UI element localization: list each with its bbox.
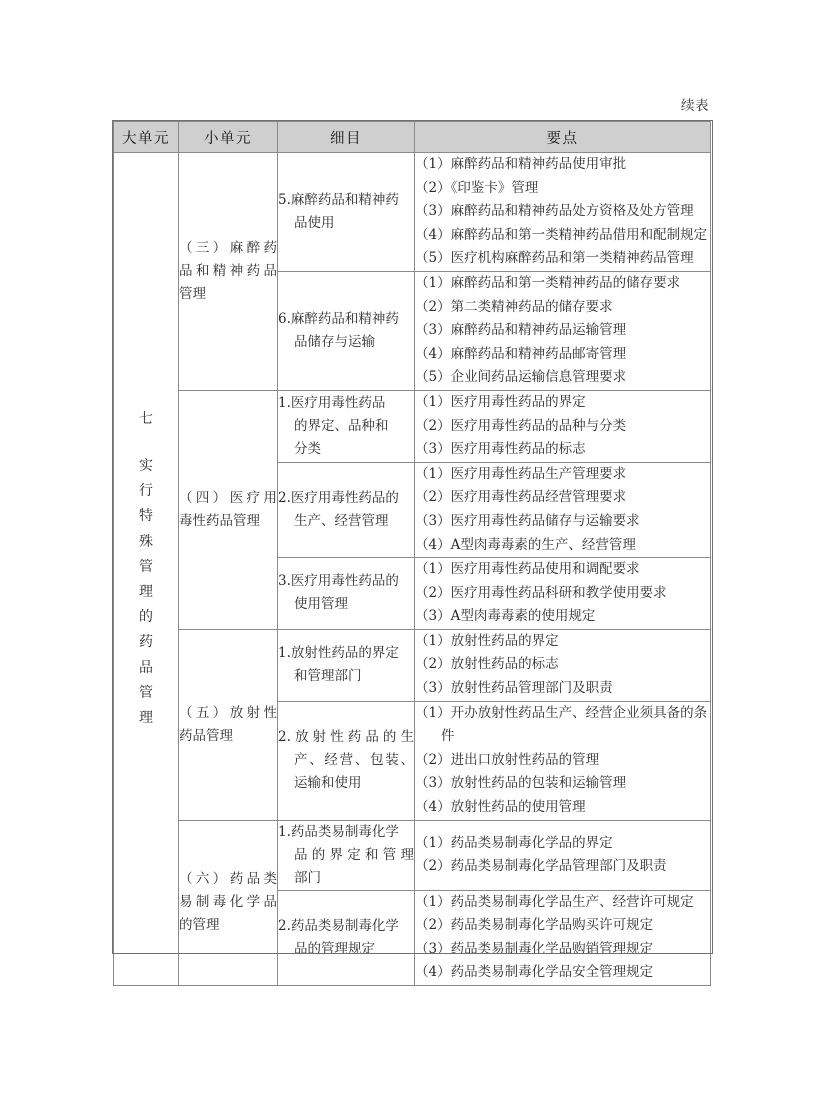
table-header-row: [114, 122, 711, 153]
column-header-detail: [278, 122, 415, 153]
point-line: （1）麻醉药品和精神药品使用审批: [415, 156, 627, 172]
detail-line: 分类: [294, 440, 321, 457]
continuation-label: 续表: [681, 98, 709, 114]
point-line: （2）药品类易制毒化学品购买许可规定: [415, 917, 654, 934]
detail-line: 品使用: [294, 214, 335, 231]
point-line: （4）A型肉毒毒素的生产、经营管理: [415, 536, 636, 553]
point-line: （3）麻醉药品和精神药品处方资格及处方管理: [415, 203, 694, 220]
detail-line: 品储存与运输: [294, 333, 375, 350]
column-header-detail-label: 细目: [330, 130, 362, 147]
point-line: （3）A型肉毒毒素的使用规定: [415, 608, 596, 625]
big-unit-char: 品: [139, 659, 153, 676]
point-line: （2）放射性药品的标志: [415, 656, 559, 673]
detail-line: 6.麻醉药品和精神药: [278, 310, 399, 327]
detail-line: 2.药品类易制毒化学: [278, 917, 399, 934]
sub-unit-line: 药品管理: [179, 727, 233, 744]
sub-unit-line: （三）麻醉药: [179, 239, 277, 256]
point-line: （3）医疗用毒性药品的标志: [415, 441, 586, 458]
table-row: [114, 820, 711, 890]
detail-cell: [278, 462, 415, 557]
point-line: （2）医疗用毒性药品科研和教学使用要求: [415, 584, 667, 601]
point-line: （2）进出口放射性药品的管理: [415, 751, 600, 768]
points-cell: [415, 701, 711, 820]
point-line: （1）医疗用毒性药品生产管理要求: [415, 465, 627, 482]
point-line: （5）企业间药品运输信息管理要求: [415, 369, 627, 386]
column-header-points-label: 要点: [546, 130, 579, 147]
point-line: （2）医疗用毒性药品的品种与分类: [415, 417, 627, 434]
points-cell: [415, 820, 711, 890]
sub-unit-line: 管理: [179, 285, 206, 302]
point-line: （3）放射性药品的包装和运输管理: [415, 775, 627, 792]
detail-cell: [278, 390, 415, 462]
sub-unit-line: 的管理: [179, 917, 220, 934]
points-cell: [415, 558, 711, 630]
point-line: （4）放射性药品的使用管理: [415, 799, 586, 816]
point-line: （1）药品类易制毒化学品生产、经营许可规定: [415, 893, 694, 910]
column-header-points: [415, 122, 711, 153]
big-unit-char: 特: [139, 508, 153, 525]
points-cell: [415, 890, 711, 985]
detail-cell: [278, 153, 415, 272]
big-unit-vertical-text: [135, 407, 157, 731]
detail-cell: [278, 890, 415, 985]
point-line: （2）药品类易制毒化学品管理部门及职责: [415, 858, 667, 875]
sub-unit-line: 毒性药品管理: [179, 512, 260, 529]
point-line: （1）开办放射性药品生产、经营企业须具备的条件: [415, 704, 708, 745]
detail-cell: [278, 271, 415, 390]
big-unit-char: 药: [139, 634, 153, 651]
point-line: （3）麻醉药品和精神药品运输管理: [415, 322, 627, 339]
sub-unit-line: （五）放射性: [179, 704, 277, 721]
big-unit-char: 殊: [139, 533, 153, 550]
points-cell: [415, 390, 711, 462]
point-line: （2）第二类精神药品的储存要求: [415, 298, 613, 315]
detail-line: 品的管理规定: [294, 940, 375, 957]
detail-line: 使用管理: [294, 596, 348, 613]
detail-cell: [278, 629, 415, 701]
point-line: （3）放射性药品管理部门及职责: [415, 680, 613, 697]
detail-line: 产、经营、包装、: [294, 752, 414, 769]
big-unit-cell: [114, 153, 179, 986]
point-line: （3）医疗用毒性药品储存与运输要求: [415, 512, 640, 529]
point-line: （1）医疗用毒性药品使用和调配要求: [415, 561, 640, 578]
column-header-sub-unit: [179, 122, 278, 153]
point-line: （4）麻醉药品和精神药品邮寄管理: [415, 345, 627, 362]
detail-line: 和管理部门: [294, 668, 362, 685]
column-header-sub-unit-label: 小单元: [204, 130, 252, 147]
point-line: （5）医疗机构麻醉药品和第一类精神药品管理: [415, 250, 694, 267]
big-unit-char: 管: [139, 684, 153, 701]
point-line: （4）药品类易制毒化学品安全管理规定: [415, 964, 654, 981]
big-unit-char: 行: [139, 483, 153, 500]
big-unit-number: 七: [139, 410, 153, 427]
point-line: （3）药品类易制毒化学品购销管理规定: [415, 940, 654, 957]
point-line: （1）麻醉药品和第一类精神药品的储存要求: [415, 274, 681, 291]
sub-unit-line: （四）医疗用: [179, 489, 277, 506]
points-cell: [415, 271, 711, 390]
detail-line: 3.医疗用毒性药品的: [278, 573, 399, 590]
big-unit-char: 实: [139, 457, 153, 474]
detail-line: 1.医疗用毒性药品: [278, 394, 386, 411]
points-cell: [415, 153, 711, 272]
points-cell: [415, 629, 711, 701]
detail-line: 生产、经营管理: [294, 512, 389, 529]
point-line: （1）医疗用毒性药品的界定: [415, 393, 586, 410]
detail-line: 2.医疗用毒性药品的: [278, 489, 399, 506]
big-unit-char: 理: [139, 710, 153, 727]
big-unit-spacer: [135, 432, 157, 454]
point-line: （1）药品类易制毒化学品的界定: [415, 834, 613, 851]
point-line: （1）放射性药品的界定: [415, 632, 559, 649]
detail-line: 品的界定和管理: [294, 846, 414, 863]
sub-unit-line: （六）药品类: [179, 871, 277, 888]
detail-line: 运输和使用: [294, 775, 362, 792]
table-row: [114, 629, 711, 701]
detail-line: 1.药品类易制毒化学: [278, 823, 399, 840]
detail-cell: [278, 701, 415, 820]
sub-unit-line: 易制毒化学品: [179, 894, 277, 911]
table-row: [114, 390, 711, 462]
detail-cell: [278, 820, 415, 890]
big-unit-char: 的: [139, 609, 153, 626]
table-row: [114, 153, 711, 272]
table-body: [114, 153, 711, 986]
column-header-big-unit: [114, 122, 179, 153]
point-line: （2）医疗用毒性药品经营管理要求: [415, 489, 627, 506]
point-line: （2）《印鉴卡》管理: [415, 179, 539, 196]
sub-unit-cell: [179, 820, 278, 985]
big-unit-char: 理: [139, 584, 153, 600]
detail-line: 的界定、品种和: [294, 417, 389, 434]
point-line: （4）麻醉药品和第一类精神药品借用和配制规定: [415, 226, 708, 243]
big-unit-char: 管: [139, 558, 153, 575]
detail-line: 1.放射性药品的界定: [278, 645, 399, 662]
sub-unit-cell: [179, 629, 278, 820]
sub-unit-cell: [179, 390, 278, 629]
sub-unit-cell: [179, 153, 278, 391]
sub-unit-line: 品和精神药品: [179, 262, 277, 279]
detail-line: 2.放射性药品的生: [278, 729, 414, 746]
syllabus-table: [113, 121, 711, 986]
points-cell: [415, 462, 711, 557]
detail-cell: [278, 558, 415, 630]
detail-line: 部门: [294, 869, 321, 886]
detail-line: 5.麻醉药品和精神药: [278, 191, 399, 208]
column-header-big-unit-label: 大单元: [122, 130, 170, 147]
